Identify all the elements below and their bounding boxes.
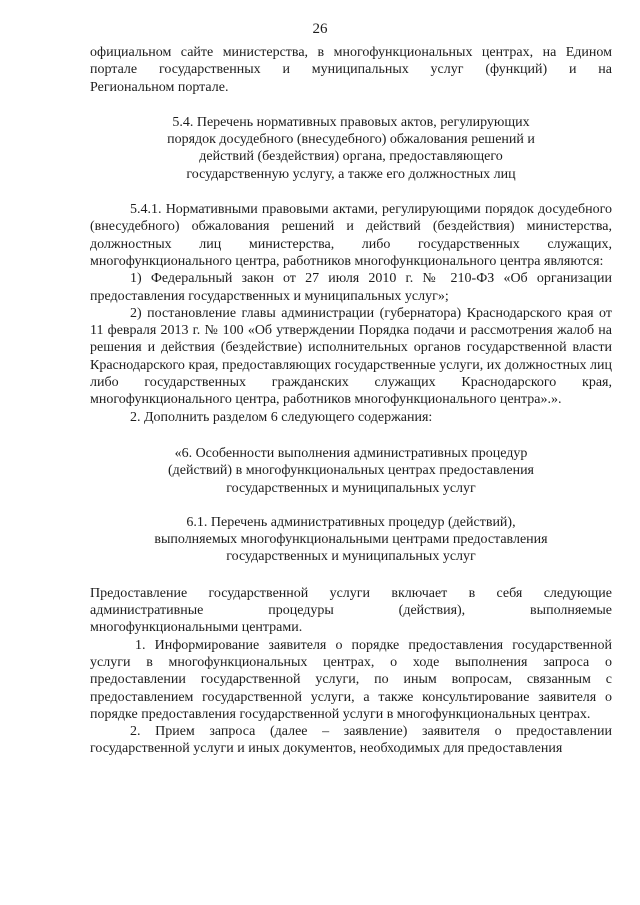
section-6-1-intro-line-1: Предоставление государственной услуги включает в себя следующие [90, 585, 612, 601]
section-6-heading-line-1: «6. Особенности выполнения административных процедур [174, 445, 528, 461]
procedure-item-1: 1. Информирование заявителя о порядке предоставления государственной услуги в многофункциональных центрах, о ходе выполнения запроса о предоставлении государственной услуги, по иным вопросам, связанным с предоставлением государственной услуги, а также консультирование заявителя о порядке предоставления государственной услуги в многофункциональных центрах. [90, 637, 612, 722]
page-content [90, 44, 612, 758]
section-5-4-heading-line-3: действий (бездействия) органа, предоставляющего [199, 149, 503, 165]
intro-line-3: Региональном портале. [90, 79, 229, 95]
intro-paragraph [90, 44, 612, 96]
section-6-1-intro-line-3: многофункциональными центрами. [90, 620, 303, 636]
section-6-heading-line-3: государственных и муниципальных услуг [226, 480, 476, 496]
legal-act-item-1: 1) Федеральный закон от 27 июля 2010 г. № 210-ФЗ «Об организации предоставления государственных и муниципальных услуг»; [90, 271, 612, 304]
section-5-4-heading-line-2: порядок досудебного (внесудебного) обжалования решений и [167, 132, 535, 148]
section-6-heading-line-2: (действий) в многофункциональных центрах предоставления [168, 463, 534, 479]
section-6-1-heading [90, 514, 612, 566]
paragraph-5-4-1: 5.4.1. Нормативными правовыми актами, регулирующими порядок досудебного (внесудебного) обжалования решений и действий (бездействия) министерства, должностных лиц министерства, либо государственных служащих, многофункционального центра, работников многофункционального центра являются: [90, 202, 612, 269]
section-5-4-heading-line-4: государственную услугу, а также его должностных лиц [186, 166, 516, 182]
section-5-4-heading-line-1: 5.4. Перечень нормативных правовых актов, регулирующих [172, 114, 530, 130]
section-6-1-heading-line-2: выполняемых многофункциональными центрами предоставления [154, 532, 548, 548]
intro-line-2: портале государственных и муниципальных услуг (функций) и на [90, 62, 612, 78]
section-6-1-intro-line-2: административные процедуры (действия), выполняемые [90, 603, 612, 619]
procedure-item-2: 2. Прием запроса (далее – заявление) заявителя о предоставлении государственной услуги и иных документов, необходимых для предоставления [90, 724, 612, 757]
section-5-4-heading [90, 114, 612, 183]
legal-act-item-2: 2) постановление главы администрации (губернатора) Краснодарского края от 11 февраля 2013 г. № 100 «Об утверждении Порядка подачи и рассмотрения жалоб на решения и действия (бездействие) исполнительных органов государственной власти Краснодарского края, предоставляющих государственные услуги, их должностных лиц либо государственных гражданских служащих Краснодарского края, многофункционального центра, работников многофункционального центра».». [90, 305, 612, 408]
section-6-heading [90, 445, 612, 497]
section-6-1-heading-line-1: 6.1. Перечень административных процедур (действий), [186, 514, 516, 530]
amendment-paragraph: 2. Дополнить разделом 6 следующего содержания: [130, 409, 433, 425]
page-number: 26 [312, 21, 328, 37]
section-6-1-intro-paragraph [90, 585, 612, 637]
section-6-1-heading-line-3: государственных и муниципальных услуг [226, 549, 476, 565]
intro-line-1: официальном сайте министерства, в многофункциональных центрах, на Едином [90, 45, 612, 60]
